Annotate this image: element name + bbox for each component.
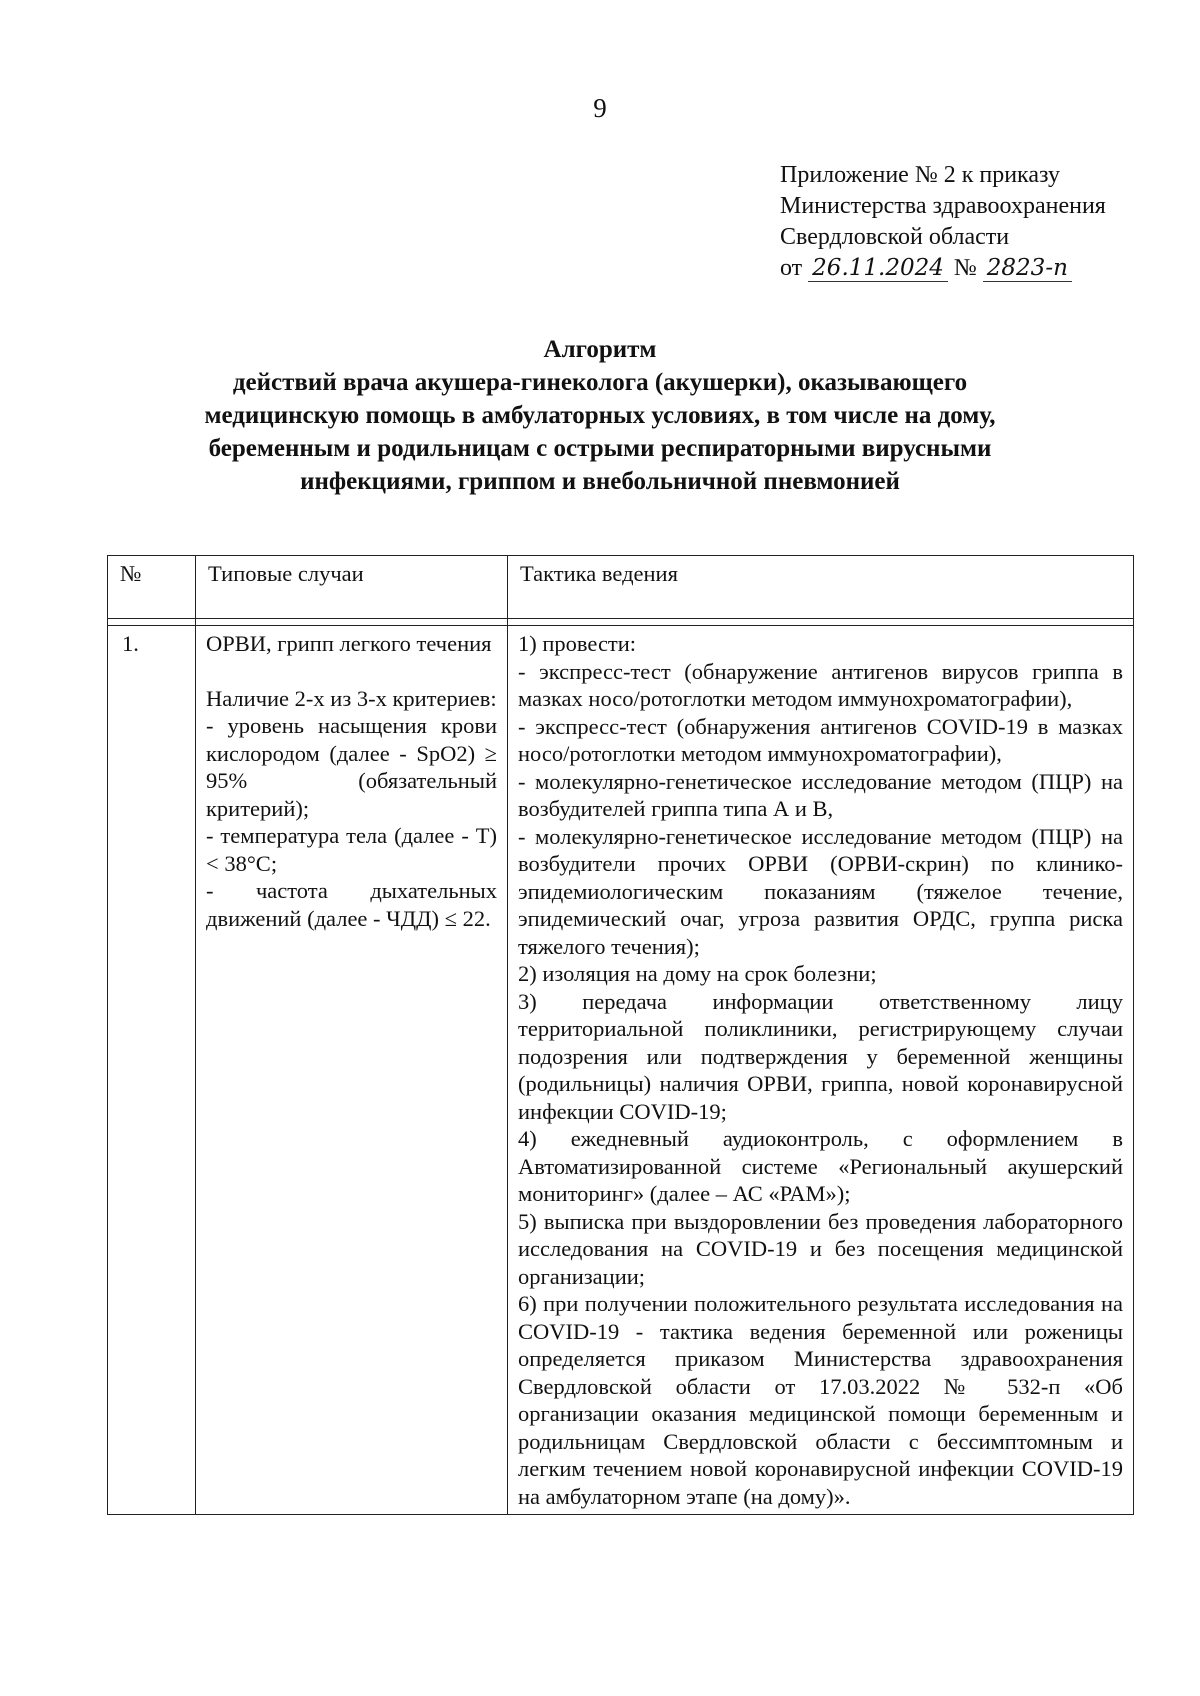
title-line: беременным и родильницам с острыми респираторными вирусными <box>208 435 992 462</box>
case-title: ОРВИ, грипп легкого течения <box>206 631 492 656</box>
tactic-item: - молекулярно-генетическое исследование методом (ПЦР) на возбудителей гриппа типа А и В, <box>518 768 1123 821</box>
criteria-item: - частота дыхательных движений (далее - ЧДД) ≤ 22. <box>206 878 497 931</box>
table-header-row <box>108 556 1134 619</box>
title-line: медицинскую помощь в амбулаторных условиях, в том числе на дому, <box>204 402 996 429</box>
header-tactics: Тактика ведения <box>508 556 1134 619</box>
document-title <box>130 333 1070 498</box>
annex-line: Министерства здравоохранения <box>780 193 1106 219</box>
header-cases: Типовые случаи <box>196 556 508 619</box>
tactic-item: 6) при получении положительного результата исследования на COVID-19 - тактика ведения беременной или роженицы определяется приказом Министерства здравоохранения Свердловской области от 17.03.2022 № 532-п «Об организации оказания медицинской помощи беременным и родильницам Свердловской области с бессимптомным и легким течением новой коронавирусной инфекции COVID-19 на амбулаторном этапе (на дому)». <box>518 1291 1123 1509</box>
tactic-item: - экспресс-тест (обнаружения антигенов COVID-19 в мазках носо/ротоглотки методом иммунохроматографии), <box>518 713 1123 766</box>
header-number: № <box>108 556 196 619</box>
tactic-item: 2) изоляция на дому на срок болезни; <box>518 961 877 986</box>
number-prefix: № <box>953 255 977 281</box>
handwritten-date: 26.11.2024 <box>808 255 948 282</box>
handwritten-number: 2823-п <box>983 255 1072 282</box>
title-line: Алгоритм <box>543 336 657 363</box>
tactic-item: 3) передача информации ответственному лицу территориальной поликлиники, регистрирующему случаи подозрения или подтверждения у беременной женщины (родильницы) наличия ОРВИ, гриппа, новой коронавирусной инфекции COVID-19; <box>518 988 1123 1124</box>
table-row <box>108 626 1134 1515</box>
criteria-item: - уровень насыщения крови кислородом (далее - SpO2) ≥ 95% (обязательный критерий); <box>206 713 497 821</box>
tactic-item: - молекулярно-генетическое исследование методом (ПЦР) на возбудители прочих ОРВИ (ОРВИ-скрин) по клинико-эпидемиологическим показаниям (тяжелое течение, эпидемический очаг, угроза развития ОРДС, группа риска тяжелого течения); <box>518 823 1123 959</box>
page-number: 9 <box>593 93 607 123</box>
algorithm-table <box>107 555 1134 1515</box>
annex-date-line <box>780 253 1180 284</box>
title-line: действий врача акушера-гинеколога (акушерки), оказывающего <box>232 369 968 396</box>
tactic-item: 4) ежедневный аудиоконтроль, с оформлением в Автоматизированной системе «Региональный акушерский мониторинг» (далее – АС «РАМ»); <box>518 1126 1123 1206</box>
row-number: 1. <box>108 626 196 1515</box>
criteria-item: - температура тела (далее - Т) < 38°С; <box>206 823 497 876</box>
date-prefix: от <box>780 255 803 281</box>
annex-block <box>780 160 1180 284</box>
tactic-item: - экспресс-тест (обнаружение антигенов вирусов гриппа в мазках носо/ротоглотки методом иммунохроматографии), <box>518 658 1123 711</box>
annex-line: Приложение № 2 к приказу <box>780 162 1060 188</box>
tactic-item: 1) провести: <box>518 631 637 656</box>
title-line: инфекциями, гриппом и внебольничной пневмонией <box>300 468 900 495</box>
criteria-item: Наличие 2-х из 3-х критериев: <box>206 685 497 711</box>
annex-line: Свердловской области <box>780 224 1010 250</box>
tactics-cell <box>508 626 1134 1515</box>
tactic-item: 5) выписка при выздоровлении без проведения лабораторного исследования на COVID-19 и без посещения медицинской организации; <box>518 1208 1123 1289</box>
typical-case-cell <box>196 626 508 1515</box>
